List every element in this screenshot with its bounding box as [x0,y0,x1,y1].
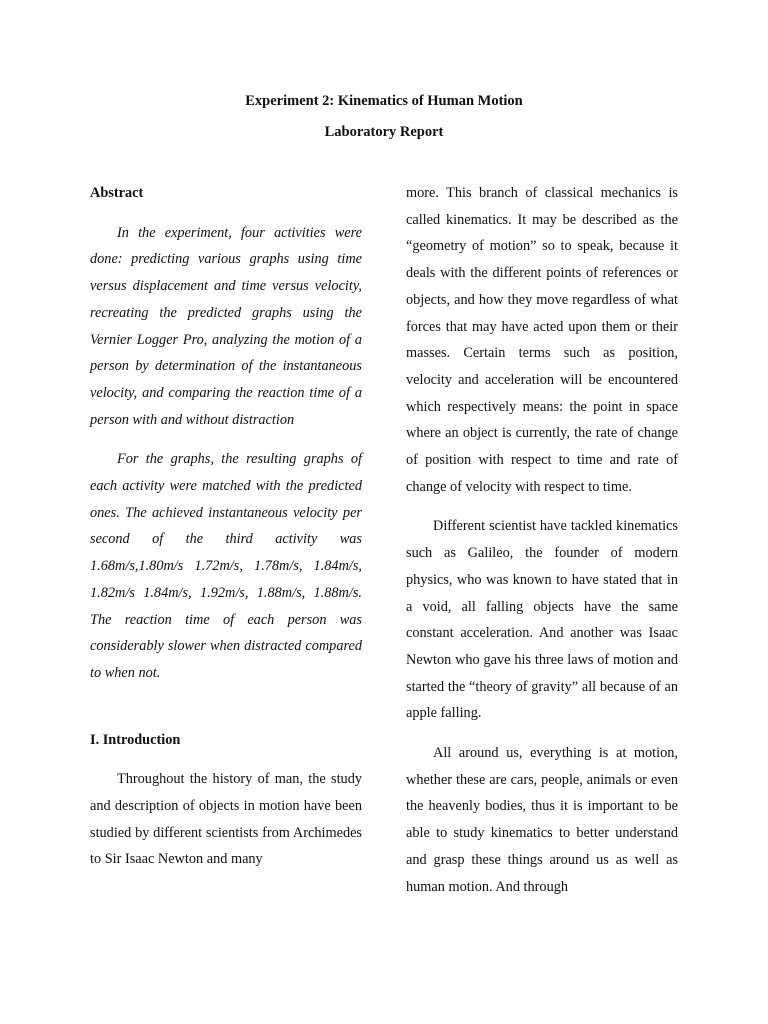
introduction-paragraph-2: Different scientist have tackled kinematics such as Galileo, the founder of modern physics, who was known to have stated that in a void, all falling objects have the same constant acceleration. And another was Isaac Newton who gave his three laws of motion and started the “theory of gravity” all because of an apple falling. [406,518,678,722]
introduction-paragraph-3: All around us, everything is at motion, whether these are cars, people, animals or even the heavenly bodies, thus it is important to be able to study kinematics to better understand and grasp these things around us as well as human motion. And through [406,745,678,895]
introduction-paragraph-1: Throughout the history of man, the study and description of objects in motion have been studied by different scientists from Archimedes to Sir Isaac Newton and many [90,771,362,868]
abstract-paragraph-1: In the experiment, four activities were done: predicting various graphs using time versus displacement and time versus velocity, recreating the predicted graphs using the Vernier Logger Pro, analyzing the motion of a person by determination of the instantaneous velocity, and comparing the reaction time of a person with and without distraction [90,224,362,428]
right-column [406,180,678,900]
introduction-paragraph-continued: more. This branch of classical mechanics is called kinematics. It may be described as the “geometry of motion” so to speak, because it deals with the different points of references or objects, and how they move regardless of what forces that may have acted upon them or their masses. Certain terms such as position, velocity and acceleration will be encountered which respectively means: the point in space where an object is currently, the rate of change of position with respect to time and rate of change of velocity with respect to time. [406,185,678,495]
abstract-heading: Abstract [90,185,144,201]
document-subtitle: Laboratory Report [324,124,444,140]
introduction-heading: I. Introduction [90,731,181,748]
left-column [90,180,362,873]
abstract-paragraph-2: For the graphs, the resulting graphs of each activity were matched with the predicted ones. The achieved instantaneous velocity per second of the third activity was 1.68m/s,1.80m/s 1.72m/s, 1.78m/s, 1.84m/s, 1.82m/s 1.84m/s, 1.92m/s, 1.88m/s, 1.88m/s. The reaction time of each person was considerably slower when distracted compared to when not. [90,451,362,681]
document-title: Experiment 2: Kinematics of Human Motion [245,93,523,109]
